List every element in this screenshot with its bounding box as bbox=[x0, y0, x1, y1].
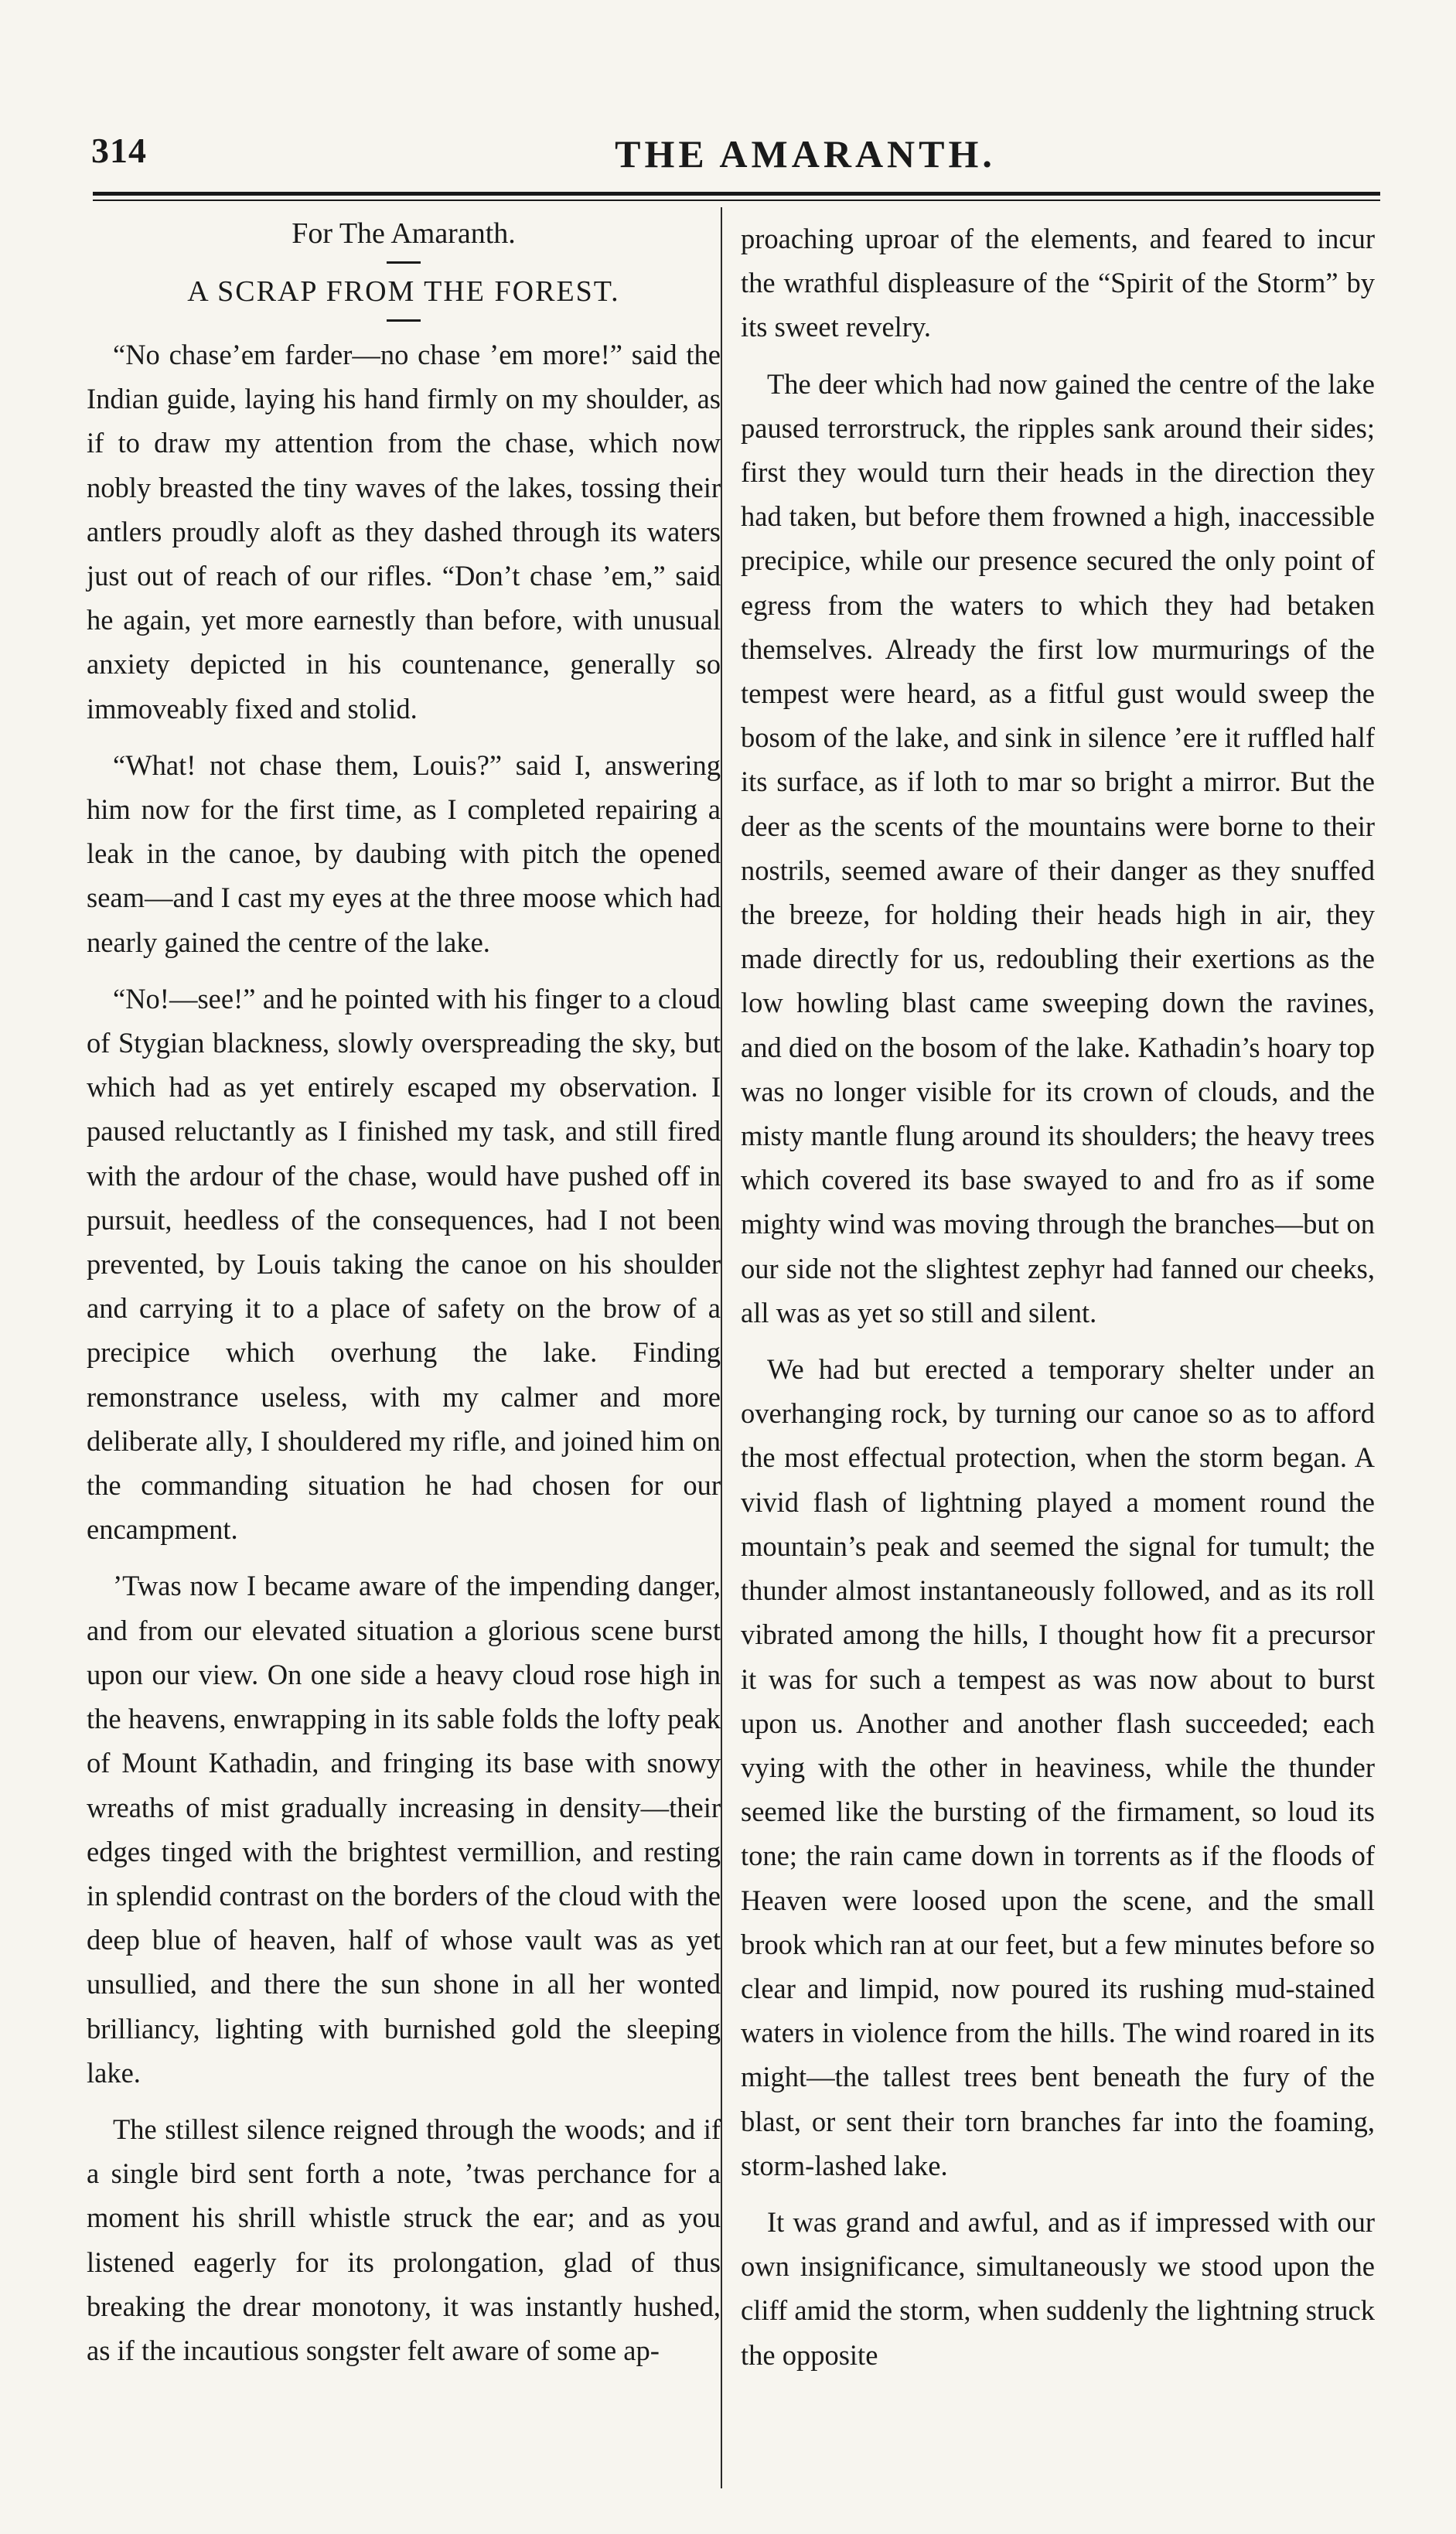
paragraph: ’Twas now I became aware of the impending danger, and from our elevated situation a glorious scene burst upon our view. On one side a heavy cloud rose high in the heavens, enwrapping in its sable folds the lofty peak of Mount Kathadin, and fringing its base with snowy wreaths of mist gradually increasing in density—their edges tinged with the brightest vermillion, and resting in splendid contrast on the borders of the cloud with the deep blue of heaven, half of whose vault was as yet unsullied, and there the sun shone in all her wonted brilliancy, lighting with burnished gold the sleeping lake. bbox=[87, 1570, 721, 2089]
paragraph: The stillest silence reigned through the woods; and if a single bird sent forth a note, ’twas perchance for a moment his shrill whistle struck the ear; and as you listened eagerly for its prolongation, glad of thus breaking the drear monotony, it was instantly hushed, as if the incautious songster felt aware of some ap- bbox=[87, 2113, 721, 2366]
paragraph: “No chase’em farder—no chase ’em more!” said the Indian guide, laying his hand firmly on my shoulder, as if to draw my attention from the chase, which now nobly breasted the tiny waves of the lakes, tossing their antlers proudly aloft as they dashed through its waters just out of reach of our rifles. “Don’t chase ’em,” said he again, yet more earnestly than before, with unusual anxiety depicted in his countenance, generally so immoveably fixed and stolid. bbox=[87, 339, 721, 725]
title-dash-top bbox=[387, 261, 421, 264]
title-dash-bottom bbox=[387, 319, 421, 322]
for-line: For The Amaranth. bbox=[292, 217, 516, 250]
paragraph: “No!—see!” and he pointed with his finger to a cloud of Stygian blackness, slowly overspreading the sky, but which had as yet entirely escaped my observation. I paused reluctantly as I finished my task, and still fired with the ardour of the chase, would have pushed off in pursuit, heedless of the consequences, had I not been prevented, by Louis taking the canoe on his shoulder and carrying it to a place of safety on the brow of a precipice which overhung the lake. Finding remonstrance useless, with my calmer and more deliberate ally, I shouldered my rifle, and joined him on the commanding situation he had chosen for our encampment. bbox=[87, 982, 721, 1546]
page-number: 314 bbox=[91, 131, 147, 170]
header-rule-thick bbox=[93, 192, 1380, 196]
running-title: THE AMARANTH. bbox=[615, 132, 996, 176]
right-column bbox=[741, 217, 1375, 2389]
header-rule-thin bbox=[93, 200, 1380, 201]
paragraph: It was grand and awful, and as if impressed with our own insignificance, simultaneously we stood upon the cliff amid the storm, when suddenly the lightning struck the opposite bbox=[741, 2205, 1375, 2371]
paragraph-continued: proaching uproar of the elements, and feared to incur the wrathful displeasure of the “Spirit of the Storm” by its sweet revelry. bbox=[741, 223, 1375, 343]
paragraph: The deer which had now gained the centre of the lake paused terrorstruck, the ripples sank around their sides; first they would turn their heads in the direction they had taken, but before them frowned a high, inaccessible precipice, while our presence secured the only point of egress from the waters to which they had betaken themselves. Already the first low murmurings of the tempest were heard, as a fitful gust would sweep the bosom of the lake, and sink in silence ’ere it ruffled half its surface, as if loth to mar so bright a mirror. But the deer as the scents of the mountains were borne to their nostrils, seemed aware of their danger as they snuffed the breeze, for holding their heads high in air, they made directly for us, redoubling their exertions as the low howling blast came sweeping down the ravines, and died on the bosom of the lake. Kathadin’s hoary top was no longer visible for its crown of clouds, and the misty mantle flung around its shoulders; the heavy trees which covered its base swayed to and fro as if some mighty wind was moving through the branches—but on our side not the slightest zephyr had fanned our cheeks, all was as yet so still and silent. bbox=[741, 367, 1375, 1328]
article-title: A SCRAP FROM THE FOREST. bbox=[187, 275, 620, 308]
left-column bbox=[87, 217, 721, 2385]
column-divider bbox=[721, 207, 722, 2488]
paragraph: We had but erected a temporary shelter under an overhanging rock, by turning our canoe so as to afford the most effectual protection, when the storm began. A vivid flash of lightning played a moment round the mountain’s peak and seemed the signal for tumult; the thunder almost instantaneously followed, and as its roll vibrated among the hills, I thought how fit a precursor it was for such a tempest as was now about to burst upon us. Another and another flash succeeded; each vying with the other in heaviness, while the thunder seemed like the bursting of the firmament, so loud its tone; the rain came down in torrents as if the floods of Heaven were loosed upon the scene, and the small brook which ran at our feet, but a few minutes before so clear and limpid, now poured its rushing mud-stained waters in violence from the hills. The wind roared in its might—the tallest trees bent beneath the fury of the blast, or sent their torn branches far into the foaming, storm-lashed lake. bbox=[741, 1353, 1375, 2181]
paragraph: “What! not chase them, Louis?” said I, answering him now for the first time, as I completed repairing a leak in the canoe, by daubing with pitch the opened seam—and I cast my eyes at the three moose which had nearly gained the centre of the lake. bbox=[87, 749, 721, 958]
